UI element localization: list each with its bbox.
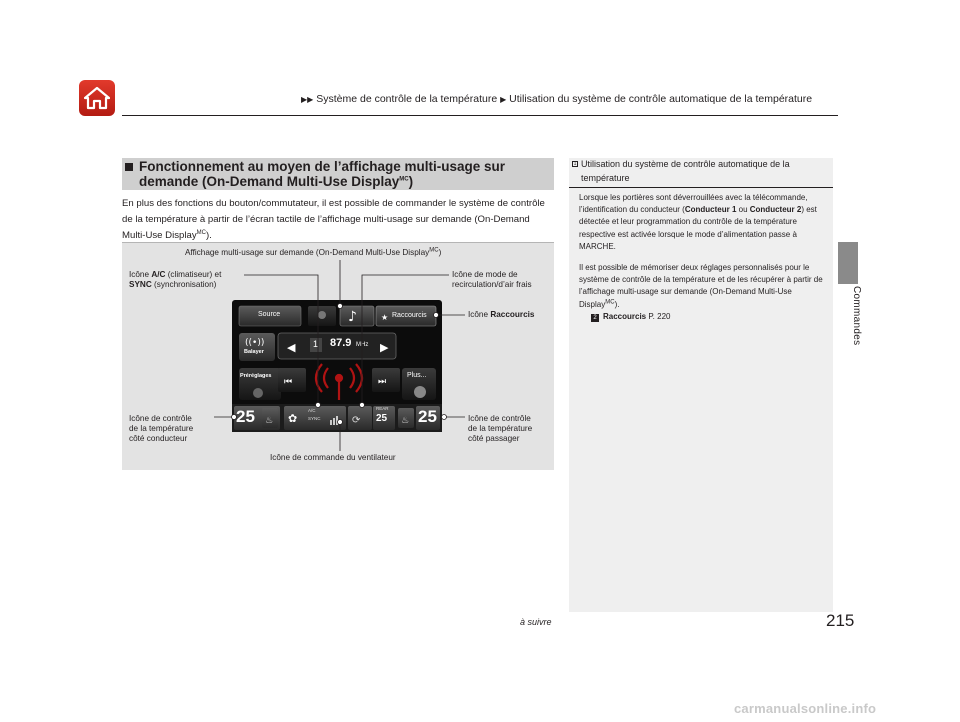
note-title-line1: Utilisation du système de contrôle automatique de la (581, 159, 790, 169)
breadcrumb-link-climate[interactable]: Système de contrôle de la température (316, 93, 498, 105)
breadcrumb-arrow-icon: ▶ (500, 95, 507, 104)
driver-temp-value: 25 (236, 407, 255, 426)
shortcuts-label: Raccourcis (392, 312, 427, 319)
preset-number: 1 (313, 339, 319, 349)
note-cross-reference[interactable]: 2 Raccourcis P. 220 (591, 312, 670, 322)
star-icon: ★ (381, 313, 389, 322)
label-passenger-temp: Icône de contrôle de la température côté passager (468, 414, 533, 443)
seat-heat-icon: ♨ (401, 416, 410, 426)
continued-label: à suivre (520, 617, 552, 627)
section-title-line1: Fonctionnement au moyen de l’affichage multi-usage sur (139, 159, 506, 174)
label-driver-temp: Icône de contrôle de la température côté conducteur (129, 414, 194, 443)
label-ac-sync: Icône A/C (climatiseur) et SYNC (synchronisation) (129, 270, 222, 289)
chapter-tab-label: Commandes (851, 286, 862, 346)
scan-label: Balayer (244, 349, 264, 355)
seek-back-icon: ⏮ (284, 377, 293, 387)
note-paragraph-2: Il est possible de mémoriser deux réglages personnalisés pour le système de contrôle de la température et de les récupérer à partir de l’affichage multi-usage sur demande (On-Demand Multi-Use Display$^{MC}$). (579, 263, 823, 309)
label-display: Affichage multi-usage sur demande (On-Demand Multi-Use Display$^{MC}$) (185, 247, 442, 257)
frequency: 87.9 (330, 337, 352, 349)
presets-label: Préréglages (240, 373, 272, 379)
label-recirculation: Icône de mode de recirculation/d’air frais (452, 270, 532, 289)
tune-up-icon[interactable]: ▶ (380, 341, 389, 354)
note-paragraph-1: Lorsque les portières sont déverrouillées avec la télécommande, l’identification du conducteur (Conducteur 1 ou Conducteur 2) est détectée et leur programmation du contrôle de la température respective est activée lorsque le mode d’alimentation passe à MARCHE. (579, 193, 817, 251)
rear-label: REAR (376, 406, 389, 411)
recirculation-icon: ⟳ (352, 415, 361, 426)
watermark: carmanualsonline.info (734, 701, 877, 716)
seat-heat-icon: ♨ (265, 416, 274, 426)
note-title (569, 158, 833, 188)
sync-small-label: SYNC (308, 416, 321, 421)
label-fan: Icône de commande du ventilateur (270, 453, 396, 462)
label-shortcuts: Icône Raccourcis (468, 310, 535, 319)
passenger-temp-value: 25 (418, 407, 437, 426)
rear-temp-value: 25 (376, 413, 388, 424)
source-label: Source (258, 311, 281, 318)
frequency-unit: MHz (356, 342, 369, 348)
more-label: Plus... (407, 372, 427, 379)
section-title-line2: demande (On-Demand Multi-Use Display$^{MC}$) (139, 174, 414, 189)
scan-icon: ((•)) (245, 338, 265, 348)
ac-small-label: A/C (308, 408, 316, 413)
fan-icon: ✿ (288, 412, 298, 425)
breadcrumb-current: Utilisation du système de contrôle automatique de la température (509, 93, 813, 105)
note-title-line2: température (581, 173, 630, 183)
breadcrumb-arrow-icon: ▶▶ (301, 95, 314, 104)
music-note-icon: ♪ (348, 309, 357, 325)
seek-forward-icon: ⏭ (378, 377, 387, 387)
intro-paragraph: En plus des fonctions du bouton/commutateur, il est possible de commander le système de contrôle de la température à partir de l’écran tactile de l’affichage multi-usage sur demande (On-Demand Multi-Use Display$^{MC}$). (122, 198, 545, 241)
note-reference-icon: 1 (573, 161, 577, 167)
tune-down-icon[interactable]: ◀ (287, 341, 296, 354)
page-number: 215 (826, 611, 855, 630)
cross-reference-icon: 2 (591, 314, 599, 322)
